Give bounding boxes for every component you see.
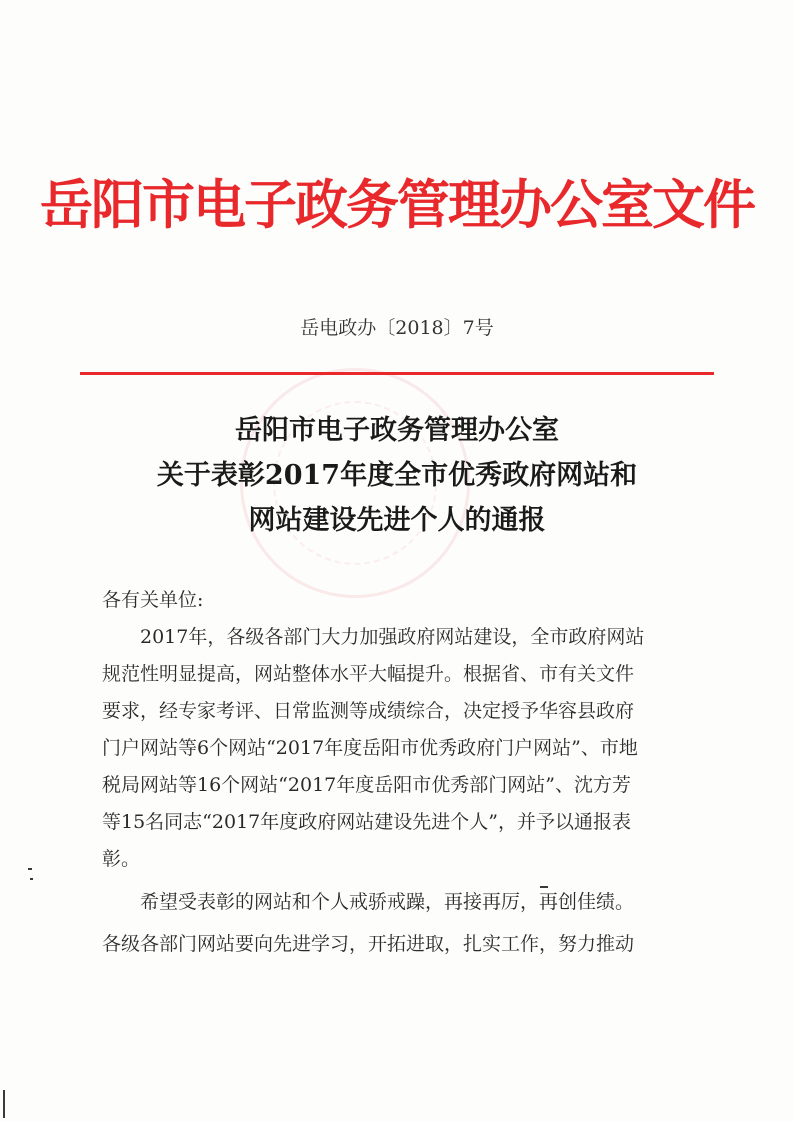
document-header-title: 岳阳市电子政务管理办公室文件 (40, 174, 754, 236)
paragraph-line: 彰。 (102, 848, 141, 870)
document-body (102, 582, 698, 963)
red-separator-line (80, 372, 714, 375)
title-line: 关于表彰2017年度全市优秀政府网站和 (156, 460, 638, 491)
paragraph-line: 税局网站等16个网站“2017年度岳阳市优秀部门网站”、沈方芳 (102, 774, 631, 796)
scan-edge-mark (28, 868, 32, 870)
scan-edge-mark (30, 878, 33, 880)
document-number: 岳电政办〔2018〕7号 (300, 317, 494, 339)
title-line: 网站建设先进个人的通报 (248, 505, 546, 536)
document-title (0, 408, 794, 543)
scan-edge-mark (3, 1090, 5, 1118)
paragraph-line: 2017年，各级各部门大力加强政府网站建设，全市政府网站 (102, 626, 645, 648)
paragraph-line: 要求，经专家考评、日常监测等成绩综合，决定授予华容县政府 (102, 700, 635, 722)
paragraph-line: 各级各部门网站要向先进学习，开拓进取，扎实工作，努力推动 (102, 933, 635, 955)
paragraph-line: 希望受表彰的网站和个人戒骄戒躁，再接再厉，再创佳绩。 (102, 891, 635, 913)
salutation: 各有关单位: (102, 589, 204, 611)
paragraph-line: 等15名同志“2017年度政府网站建设先进个人”，并予以通报表 (102, 811, 631, 833)
title-line: 岳阳市电子政务管理办公室 (235, 415, 559, 446)
paragraph-line: 规范性明显提高，网站整体水平大幅提升。根据省、市有关文件 (102, 663, 635, 685)
paragraph-line: 门户网站等6个网站“2017年度岳阳市优秀政府门户网站”、市地 (102, 737, 638, 759)
scan-edge-mark (540, 886, 548, 888)
